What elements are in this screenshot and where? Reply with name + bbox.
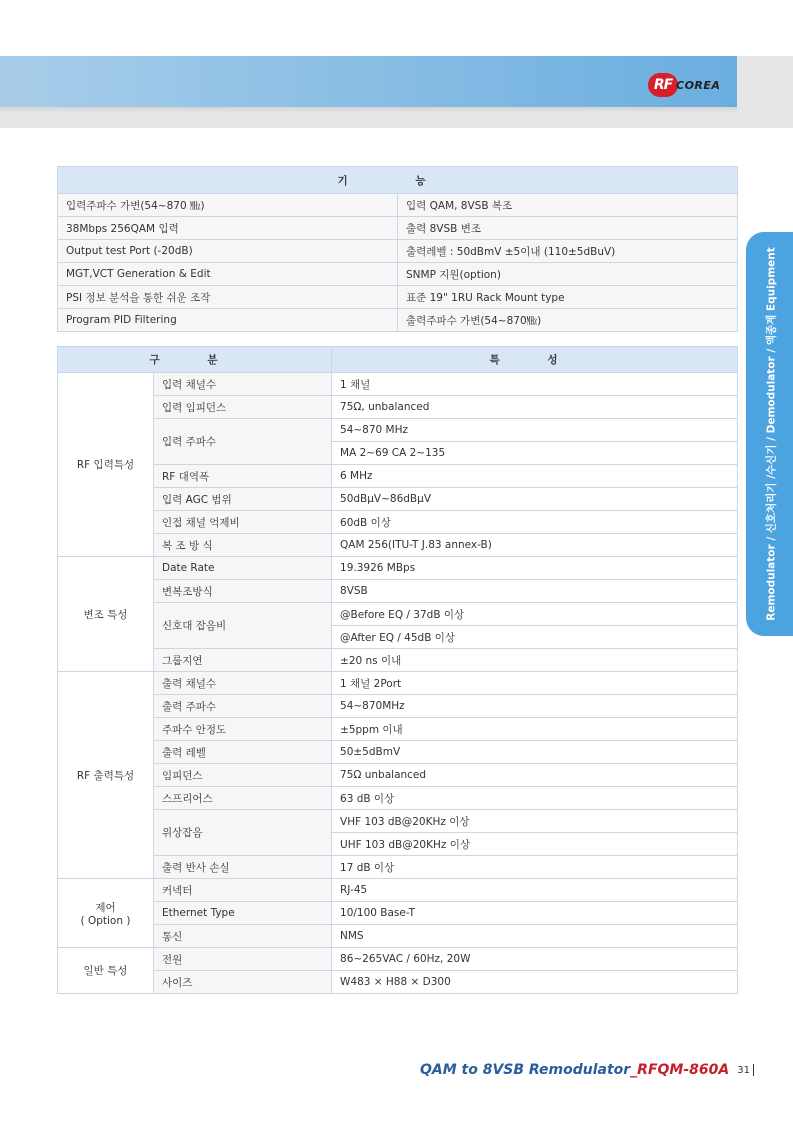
spec-item: 출력 반사 손실 bbox=[154, 856, 332, 879]
spec-value: ±5ppm 이내 bbox=[332, 718, 738, 741]
spec-item: 사이즈 bbox=[154, 971, 332, 994]
spec-value: QAM 256(ITU-T J.83 annex-B) bbox=[332, 534, 738, 557]
spec-row bbox=[58, 534, 738, 557]
spec-value: 86~265VAC / 60Hz, 20W bbox=[332, 948, 738, 971]
spec-row bbox=[58, 672, 738, 695]
spec-item: 임피던스 bbox=[154, 764, 332, 787]
spec-row bbox=[58, 465, 738, 488]
spec-row bbox=[58, 396, 738, 419]
spec-category: 제어 ( Option ) bbox=[58, 879, 154, 948]
logo-text: COREA bbox=[676, 78, 721, 92]
feature-right: 표준 19" 1RU Rack Mount type bbox=[398, 286, 738, 309]
spec-item: 변복조방식 bbox=[154, 580, 332, 603]
spec-row bbox=[58, 971, 738, 994]
spec-row bbox=[58, 557, 738, 580]
spec-row bbox=[58, 649, 738, 672]
spec-item: RF 대역폭 bbox=[154, 465, 332, 488]
spec-row bbox=[58, 925, 738, 948]
feature-right: 출력주파수 가변(54~870㎒) bbox=[398, 309, 738, 332]
spec-row bbox=[58, 948, 738, 971]
header-blue-band bbox=[0, 56, 737, 107]
spec-value: 1 채널 bbox=[332, 373, 738, 396]
spec-item: 위상잡음 bbox=[154, 810, 332, 856]
spec-row bbox=[58, 764, 738, 787]
feature-left: Program PID Filtering bbox=[58, 309, 398, 332]
features-row bbox=[58, 194, 738, 217]
feature-left: 입력주파수 가변(54~870 ㎒) bbox=[58, 194, 398, 217]
header-shadow bbox=[0, 107, 737, 113]
spec-value: 19.3926 MBps bbox=[332, 557, 738, 580]
features-row bbox=[58, 240, 738, 263]
features-row bbox=[58, 263, 738, 286]
spec-value: NMS bbox=[332, 925, 738, 948]
spec-value: 75Ω unbalanced bbox=[332, 764, 738, 787]
spec-value: 1 채널 2Port bbox=[332, 672, 738, 695]
spec-item: 출력 주파수 bbox=[154, 695, 332, 718]
side-tab-label: Remodulator / 신호처리기 /수신기 / Demodulator / 액종계 Equipment bbox=[765, 247, 778, 621]
spec-row bbox=[58, 787, 738, 810]
spec-item: 신호대 잡음비 bbox=[154, 603, 332, 649]
spec-value: 63 dB 이상 bbox=[332, 787, 738, 810]
spec-item: 통신 bbox=[154, 925, 332, 948]
spec-item: Date Rate bbox=[154, 557, 332, 580]
spec-value: UHF 103 dB@20KHz 이상 bbox=[332, 833, 738, 856]
features-table bbox=[57, 166, 738, 332]
spec-row bbox=[58, 695, 738, 718]
spec-row bbox=[58, 810, 738, 833]
spec-value: RJ-45 bbox=[332, 879, 738, 902]
spec-item: 커넥터 bbox=[154, 879, 332, 902]
feature-right: 출력 8VSB 변조 bbox=[398, 217, 738, 240]
spec-category: 변조 특성 bbox=[58, 557, 154, 672]
spec-item: 그룹지연 bbox=[154, 649, 332, 672]
logo-mark: RF bbox=[648, 73, 678, 97]
spec-row bbox=[58, 879, 738, 902]
spec-row bbox=[58, 856, 738, 879]
features-row bbox=[58, 286, 738, 309]
spec-item: Ethernet Type bbox=[154, 902, 332, 925]
spec-value: 54~870MHz bbox=[332, 695, 738, 718]
spec-category: RF 출력특성 bbox=[58, 672, 154, 879]
spec-item: 인접 채널 억제비 bbox=[154, 511, 332, 534]
spec-value: ±20 ns 이내 bbox=[332, 649, 738, 672]
spec-item: 입력 임피던스 bbox=[154, 396, 332, 419]
spec-item: 입력 채널수 bbox=[154, 373, 332, 396]
spec-item: 입력 주파수 bbox=[154, 419, 332, 465]
spec-value: 6 MHz bbox=[332, 465, 738, 488]
spec-value: VHF 103 dB@20KHz 이상 bbox=[332, 810, 738, 833]
feature-right: SNMP 지원(option) bbox=[398, 263, 738, 286]
footer-model: QAM to 8VSB Remodulator bbox=[420, 1062, 631, 1078]
specs-header-spec: 특 성 bbox=[332, 347, 738, 373]
spec-value: 8VSB bbox=[332, 580, 738, 603]
rf-corea-logo bbox=[648, 72, 720, 98]
spec-value: W483 × H88 × D300 bbox=[332, 971, 738, 994]
spec-row bbox=[58, 419, 738, 442]
page-divider bbox=[753, 1064, 754, 1076]
feature-left: Output test Port (-20dB) bbox=[58, 240, 398, 263]
spec-value: @After EQ / 45dB 이상 bbox=[332, 626, 738, 649]
spec-row bbox=[58, 580, 738, 603]
page-footer bbox=[420, 1062, 754, 1078]
spec-row bbox=[58, 511, 738, 534]
spec-item: 전원 bbox=[154, 948, 332, 971]
spec-item: 스프리어스 bbox=[154, 787, 332, 810]
feature-right: 입력 QAM, 8VSB 복조 bbox=[398, 194, 738, 217]
spec-row bbox=[58, 718, 738, 741]
features-header: 기 능 bbox=[58, 167, 738, 194]
spec-row bbox=[58, 373, 738, 396]
features-row bbox=[58, 309, 738, 332]
specs-header-category: 구 분 bbox=[58, 347, 332, 373]
features-row bbox=[58, 217, 738, 240]
spec-item: 출력 레벨 bbox=[154, 741, 332, 764]
spec-value: 75Ω, unbalanced bbox=[332, 396, 738, 419]
feature-left: PSI 정보 분석을 통한 쉬운 조작 bbox=[58, 286, 398, 309]
spec-value: 17 dB 이상 bbox=[332, 856, 738, 879]
spec-row bbox=[58, 902, 738, 925]
spec-row bbox=[58, 603, 738, 626]
spec-row bbox=[58, 488, 738, 511]
side-category-tab bbox=[746, 232, 793, 636]
footer-code: _RFQM-860A bbox=[630, 1062, 730, 1078]
spec-value: 60dB 이상 bbox=[332, 511, 738, 534]
spec-value: 10/100 Base-T bbox=[332, 902, 738, 925]
page-number: 31 bbox=[737, 1064, 750, 1076]
spec-category: RF 입력특성 bbox=[58, 373, 154, 557]
spec-item: 주파수 안정도 bbox=[154, 718, 332, 741]
spec-row bbox=[58, 741, 738, 764]
specs-table bbox=[57, 346, 738, 994]
feature-left: MGT,VCT Generation & Edit bbox=[58, 263, 398, 286]
spec-value: 50dBµV~86dBµV bbox=[332, 488, 738, 511]
feature-left: 38Mbps 256QAM 입력 bbox=[58, 217, 398, 240]
spec-item: 복 조 방 식 bbox=[154, 534, 332, 557]
spec-value: 54~870 MHz bbox=[332, 419, 738, 442]
spec-item: 입력 AGC 범위 bbox=[154, 488, 332, 511]
spec-item: 출력 채널수 bbox=[154, 672, 332, 695]
spec-value: 50±5dBmV bbox=[332, 741, 738, 764]
spec-value: MA 2~69 CA 2~135 bbox=[332, 442, 738, 465]
spec-value: @Before EQ / 37dB 이상 bbox=[332, 603, 738, 626]
spec-category: 일반 특성 bbox=[58, 948, 154, 994]
feature-right: 출력레벨 : 50dBmV ±5이내 (110±5dBuV) bbox=[398, 240, 738, 263]
